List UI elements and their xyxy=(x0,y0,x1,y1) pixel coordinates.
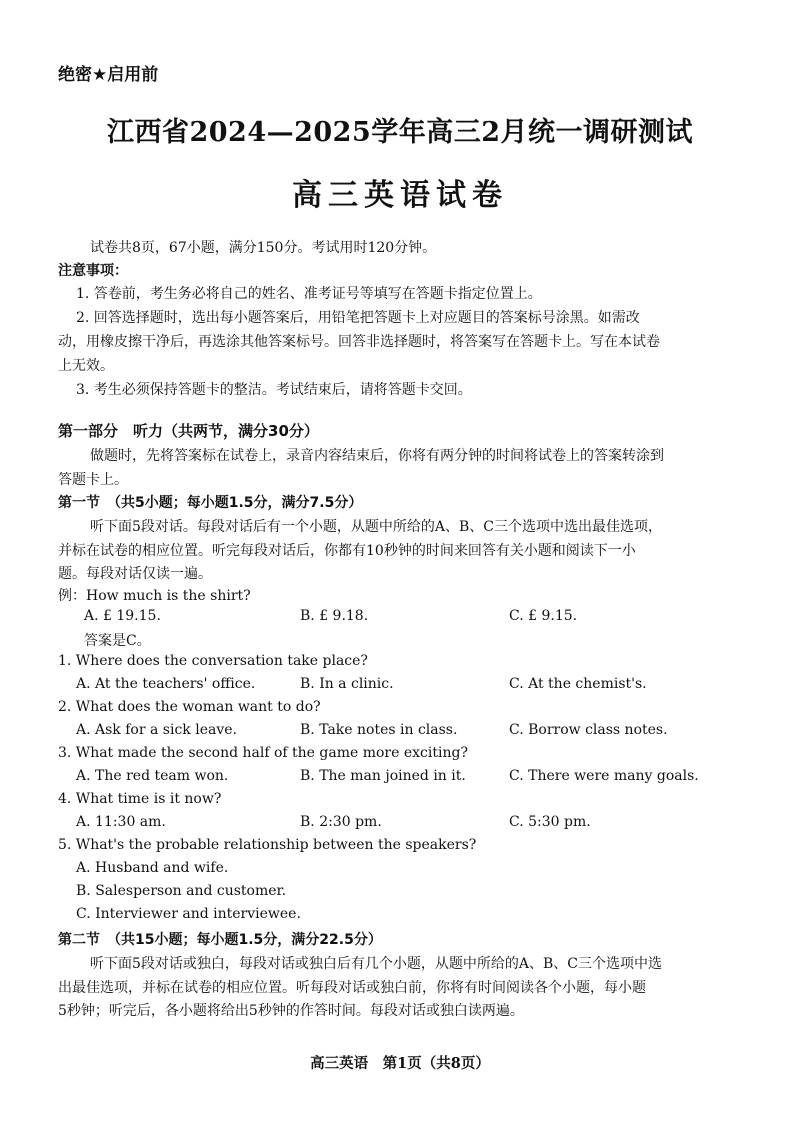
question-3-option-c: C. There were many goals. xyxy=(509,768,699,784)
notes-item-2-line-1: 2. 回答选择题时，选出每小题答案后，用铅笔把答题卡上对应题目的答案标号涂黑。如需改 xyxy=(76,310,640,326)
exam-intro: 试卷共8页，67小题，满分150分。考试用时120分钟。 xyxy=(90,240,437,256)
question-2: 2. What does the woman want to do? xyxy=(58,699,321,715)
page-footer: 高三英语 第1页（共8页） xyxy=(310,1055,490,1072)
question-1-option-a: A. At the teachers' office. xyxy=(76,676,256,692)
question-3: 3. What made the second half of the game more exciting? xyxy=(58,745,468,761)
question-4-option-b: B. 2:30 pm. xyxy=(300,814,382,830)
exam-subtitle: 高三英语试卷 xyxy=(292,178,508,213)
notes-item-3: 3. 考生必须保持答题卡的整洁。考试结束后，请将答题卡交回。 xyxy=(76,382,472,398)
notes-item-1: 1. 答卷前，考生务必将自己的姓名、准考证号等填写在答题卡指定位置上。 xyxy=(76,286,542,302)
question-2-option-a: A. Ask for a sick leave. xyxy=(76,722,237,738)
section-2-desc-line-1: 听下面5段对话或独白，每段对话或独白后有几个小题，从题中所给的A、B、C三个选项中选 xyxy=(90,956,663,972)
question-3-option-a: A. The red team won. xyxy=(76,768,229,784)
question-5-option-a: A. Husband and wife. xyxy=(76,860,229,876)
notes-item-2-line-3: 上无效。 xyxy=(58,358,114,374)
example-option-a: A. £ 19.15. xyxy=(84,608,161,624)
section-2-desc-line-3: 5秒钟；听完后，各小题将给出5秒钟的作答时间。每段对话或独白读两遍。 xyxy=(58,1003,524,1019)
part-1-desc-line-2: 答题卡上。 xyxy=(58,472,128,488)
notes-item-2-line-2: 动，用橡皮擦干净后，再选涂其他答案标号。回答非选择题时，将答案写在答题卡上。写在本试卷 xyxy=(58,334,660,350)
section-1-desc-line-2: 并标在试卷的相应位置。听完每段对话后，你都有10秒钟的时间来回答有关小题和阅读下一小 xyxy=(58,543,636,559)
section-2-heading: 第二节 （共15小题；每小题1.5分，满分22.5分） xyxy=(58,932,382,948)
example-option-c: C. £ 9.15. xyxy=(509,608,578,624)
question-4-option-a: A. 11:30 am. xyxy=(76,814,166,830)
question-5-option-b: B. Salesperson and customer. xyxy=(76,883,287,899)
question-1-option-c: C. At the chemist's. xyxy=(509,676,647,692)
question-1-option-b: B. In a clinic. xyxy=(300,676,394,692)
question-2-option-c: C. Borrow class notes. xyxy=(509,722,668,738)
question-4: 4. What time is it now? xyxy=(58,791,222,807)
question-4-option-c: C. 5:30 pm. xyxy=(509,814,591,830)
question-5: 5. What's the probable relationship between the speakers? xyxy=(58,837,477,853)
notes-heading: 注意事项： xyxy=(58,263,128,279)
question-5-option-c: C. Interviewer and interviewee. xyxy=(76,906,301,922)
section-2-desc-line-2: 出最佳选项，并标在试卷的相应位置。听每段对话或独白前，你将有时间阅读各个小题，每小题 xyxy=(58,980,646,996)
exam-title: 江西省2024—2025学年高三2月统一调研测试 xyxy=(106,117,694,148)
section-1-desc-line-1: 听下面5段对话。每段对话后有一个小题，从题中所给的A、B、C三个选项中选出最佳选项， xyxy=(90,519,663,535)
section-1-heading: 第一节 （共5小题；每小题1.5分，满分7.5分） xyxy=(58,495,363,511)
confidential-label: 绝密★启用前 xyxy=(58,65,159,85)
example-question: 例：How much is the shirt? xyxy=(58,588,251,604)
question-2-option-b: B. Take notes in class. xyxy=(300,722,458,738)
example-answer: 答案是C。 xyxy=(84,633,151,649)
example-option-b: B. £ 9.18. xyxy=(300,608,369,624)
part-1-desc-line-1: 做题时，先将答案标在试卷上，录音内容结束后，你将有两分钟的时间将试卷上的答案转涂到 xyxy=(90,448,664,464)
section-1-desc-line-3: 题。每段对话仅读一遍。 xyxy=(58,566,212,582)
question-3-option-b: B. The man joined in it. xyxy=(300,768,466,784)
question-1: 1. Where does the conversation take place? xyxy=(58,653,368,669)
part-1-heading: 第一部分 听力（共两节，满分30分） xyxy=(58,422,319,440)
